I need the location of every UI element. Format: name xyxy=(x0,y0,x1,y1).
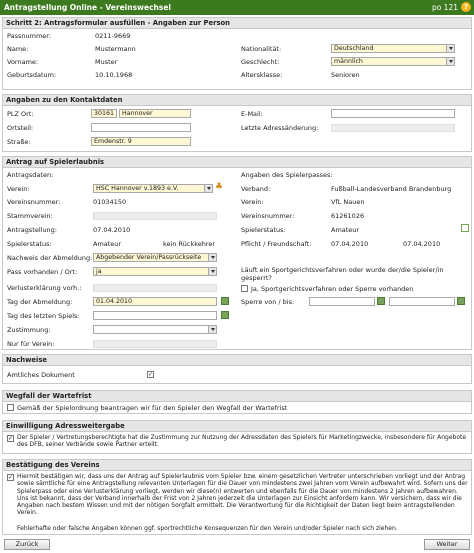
zustimmung-label: Zustimmung: xyxy=(7,326,51,334)
plz-input[interactable]: 30161 xyxy=(91,109,117,118)
section-nachweise-header: Nachweise xyxy=(3,355,471,366)
tag-letztes-spiel-input[interactable] xyxy=(93,311,217,320)
geburtsdatum-value: 10.10.1968 xyxy=(95,71,133,79)
verlusterklaerung-value xyxy=(93,284,217,292)
spielerstatus2-value: Amateur xyxy=(331,226,360,234)
vereinsnummer-label: Vereinsnummer: xyxy=(7,198,61,206)
vorname-label: Vorname: xyxy=(7,58,39,66)
edit-icon[interactable] xyxy=(461,224,469,232)
nachweis-abmeldung-select[interactable]: Abgebender Verein/Passrückseite xyxy=(93,253,217,262)
bestaetigung-text: Hiermit bestätigen wir, dass uns der Antrag auf Spielerlaubnis vom Spieler bzw. einem gesetzlichen Vertreter unterschrieben vorliegt und der Antrag sowie sämtliche für eine Antragstellung relevanten Unterlagen für die Dauer von mindestens zwei Jahren vom Verein aufbewahrt wird. Sofern uns der Spielerpass oder eine Verlusterklärung vorliegt, werden wir diese(n) entwerten und ebenfalls für die Dauer von mindestens 2 Jahren aufbewahren. Uns ist bekannt, dass der Verband innerhalb der Frist von 2 Jahren jederzeit die Unterlagen zur Einsicht anfordern kann. Wir versichern, dass wir die Angaben nach bestem Wissen und mit der nötigen Sorgfalt ermittelt. Die Verantwortung für die Richtigkeit der Daten liegt beim antragstellenden Verein. xyxy=(17,473,468,517)
sperre-label: Sperre von / bis: xyxy=(241,298,295,306)
chevron-down-icon xyxy=(208,254,216,261)
bestaetigung-checkbox[interactable]: ✓ xyxy=(8,474,14,481)
plz-ort-label: PLZ Ort: xyxy=(7,110,34,118)
tag-abmeldung-label: Tag der Abmeldung: xyxy=(7,298,73,306)
pflicht-value: 07.04.2010 xyxy=(331,240,369,248)
calendar-icon[interactable] xyxy=(377,297,385,305)
geschlecht-select[interactable]: männlich xyxy=(331,57,455,66)
section-bestaetigung-header: Bestätigung des Vereins xyxy=(3,460,471,471)
email-input[interactable] xyxy=(331,109,455,118)
club-emblem-icon: ♣ xyxy=(215,182,224,192)
section-adressweitergabe-header: Einwilligung Adressweitergabe xyxy=(3,421,471,432)
chevron-down-icon xyxy=(208,326,216,333)
pflicht-freundschaft-label: Pflicht / Freundschaft: xyxy=(241,240,312,248)
geburtsdatum-label: Geburtsdatum: xyxy=(7,71,57,79)
chevron-down-icon xyxy=(446,58,454,65)
vereinsnummer-value: 01034150 xyxy=(93,198,127,206)
spielerstatus-value: Amateur xyxy=(93,240,122,248)
section-person xyxy=(2,17,472,90)
verband-value: Fußball-Landesverband Brandenburg xyxy=(331,185,452,193)
verband-label: Verband: xyxy=(241,185,271,193)
section-adressweitergabe xyxy=(2,420,472,454)
vereinsnummer2-value: 61261026 xyxy=(331,212,365,220)
spielerpass-label: Angaben des Spielerpasses: xyxy=(241,171,333,179)
sperre-von-input[interactable] xyxy=(309,297,375,306)
letzte-adressaenderung-value xyxy=(331,124,455,132)
nur-fuer-verein-label: Nur für Verein: xyxy=(7,340,55,348)
altersklasse-label: Altersklasse: xyxy=(241,71,283,79)
freundschaft-value: 07.04.2010 xyxy=(403,240,441,248)
vorname-value: Muster xyxy=(95,58,118,66)
nationalitaet-label: Nationalität: xyxy=(241,45,282,53)
amtliches-dokument-checkbox[interactable]: ✓ xyxy=(148,371,154,378)
verein2-label: Verein: xyxy=(241,198,264,206)
antragstellung-label: Antragstellung: xyxy=(7,226,57,234)
sportgericht-checkbox-label: Ja, Sportgerichtsverfahren oder Sperre vorhanden xyxy=(251,285,414,293)
page-title: Antragstellung Online - Vereinswechsel xyxy=(4,3,171,12)
adressweitergabe-text: Der Spieler / Vertretungsberechtigte hat die Zustimmung zur Nutzung der Adressdaten des Spielers für Marketingzwecke, insbesondere für Angebote des DFB, seiner Verbände sowie Partner erteilt. xyxy=(17,434,467,449)
verein-select[interactable]: HSC Hannover v.1893 e.V. xyxy=(93,184,213,193)
help-icon[interactable]: ? xyxy=(461,2,471,12)
nachweis-abmeldung-label: Nachweis der Abmeldung: xyxy=(7,254,93,262)
amtliches-dokument-label: Amtliches Dokument xyxy=(7,371,75,379)
strasse-input[interactable]: Emdenstr. 9 xyxy=(91,137,191,146)
title-bar xyxy=(0,0,474,15)
calendar-icon[interactable] xyxy=(221,311,229,319)
tag-abmeldung-input[interactable]: 01.04.2010 xyxy=(93,297,217,306)
section-wartefrist-header: Wegfall der Wartefrist xyxy=(3,391,471,402)
sperre-bis-input[interactable] xyxy=(389,297,455,306)
stammverein-value xyxy=(93,212,217,220)
chevron-down-icon xyxy=(204,185,212,192)
verein2-value: VfL Nauen xyxy=(331,198,365,206)
chevron-down-icon xyxy=(446,45,454,52)
tag-letztes-spiel-label: Tag des letzten Spiels: xyxy=(7,312,80,320)
section-bestaetigung xyxy=(2,459,472,535)
section-spielerlaubnis xyxy=(2,156,472,350)
next-button[interactable]: Weiter xyxy=(424,539,470,550)
section-spielerlaubnis-header: Antrag auf Spielerlaubnis xyxy=(3,157,471,168)
nationalitaet-select[interactable]: Deutschland xyxy=(331,44,455,53)
letzte-adressaenderung-label: Letzte Adressänderung: xyxy=(241,124,319,132)
pass-vorhanden-select[interactable]: ja xyxy=(93,267,217,276)
wartefrist-checkbox[interactable] xyxy=(7,404,14,411)
geschlecht-label: Geschlecht: xyxy=(241,58,280,66)
section-person-header: Schritt 2: Antragsformular ausfüllen - Angaben zur Person xyxy=(3,18,471,29)
zustimmung-select[interactable] xyxy=(93,325,217,334)
spielerstatus2-label: Spielerstatus: xyxy=(241,226,286,234)
pass-vorhanden-label: Pass vorhanden / Ort: xyxy=(7,268,78,276)
passnummer-value: 0211-9669 xyxy=(95,32,131,40)
strasse-label: Straße: xyxy=(7,138,31,146)
antragsdaten-label: Antragsdaten: xyxy=(7,171,54,179)
calendar-icon[interactable] xyxy=(457,297,465,305)
nur-fuer-verein-value xyxy=(93,340,217,348)
antragstellung-value: 07.04.2010 xyxy=(93,226,131,234)
section-nachweise xyxy=(2,354,472,384)
calendar-icon[interactable] xyxy=(221,297,229,305)
adressweitergabe-checkbox[interactable]: ✓ xyxy=(8,435,14,442)
ortsteil-label: Ortsteil: xyxy=(7,124,34,132)
sportgericht-question: Läuft ein Sportgerichtsverfahren oder wurde der/die Spieler/in gesperrt? xyxy=(241,266,444,282)
section-contact xyxy=(2,94,472,152)
section-wartefrist xyxy=(2,390,472,414)
bestaetigung-warning: Fehlerhafte oder falsche Angaben können ggf. sportrechtliche Konsequenzen für den Verein und/oder Spieler nach sich ziehen. xyxy=(17,525,398,532)
passnummer-label: Passnummer: xyxy=(7,32,52,40)
verlusterklaerung-label: Verlusterklärung vorh.: xyxy=(7,284,82,292)
name-value: Mustermann xyxy=(95,45,136,53)
back-button[interactable]: Zurück xyxy=(4,539,50,550)
stammverein-label: Stammverein: xyxy=(7,212,53,220)
po-label: po 121 xyxy=(431,3,458,12)
section-contact-header: Angaben zu den Kontaktdaten xyxy=(3,95,471,106)
verein-label: Verein: xyxy=(7,185,30,193)
sportgericht-checkbox[interactable] xyxy=(241,285,248,292)
ort-input[interactable]: Hannover xyxy=(119,109,191,118)
spielerstatus-label: Spielerstatus: xyxy=(7,240,52,248)
ortsteil-input[interactable] xyxy=(91,123,191,132)
wartefrist-text: Gemäß der Spielordnung beantragen wir für den Spieler den Wegfall der Wartefrist xyxy=(17,404,288,412)
name-label: Name: xyxy=(7,45,29,53)
rueckkehrer-value: kein Rückkehrer xyxy=(163,240,216,248)
email-label: E-Mail: xyxy=(241,110,263,118)
altersklasse-value: Senioren xyxy=(331,71,360,79)
chevron-down-icon xyxy=(208,268,216,275)
vereinsnummer2-label: Vereinsnummer: xyxy=(241,212,295,220)
